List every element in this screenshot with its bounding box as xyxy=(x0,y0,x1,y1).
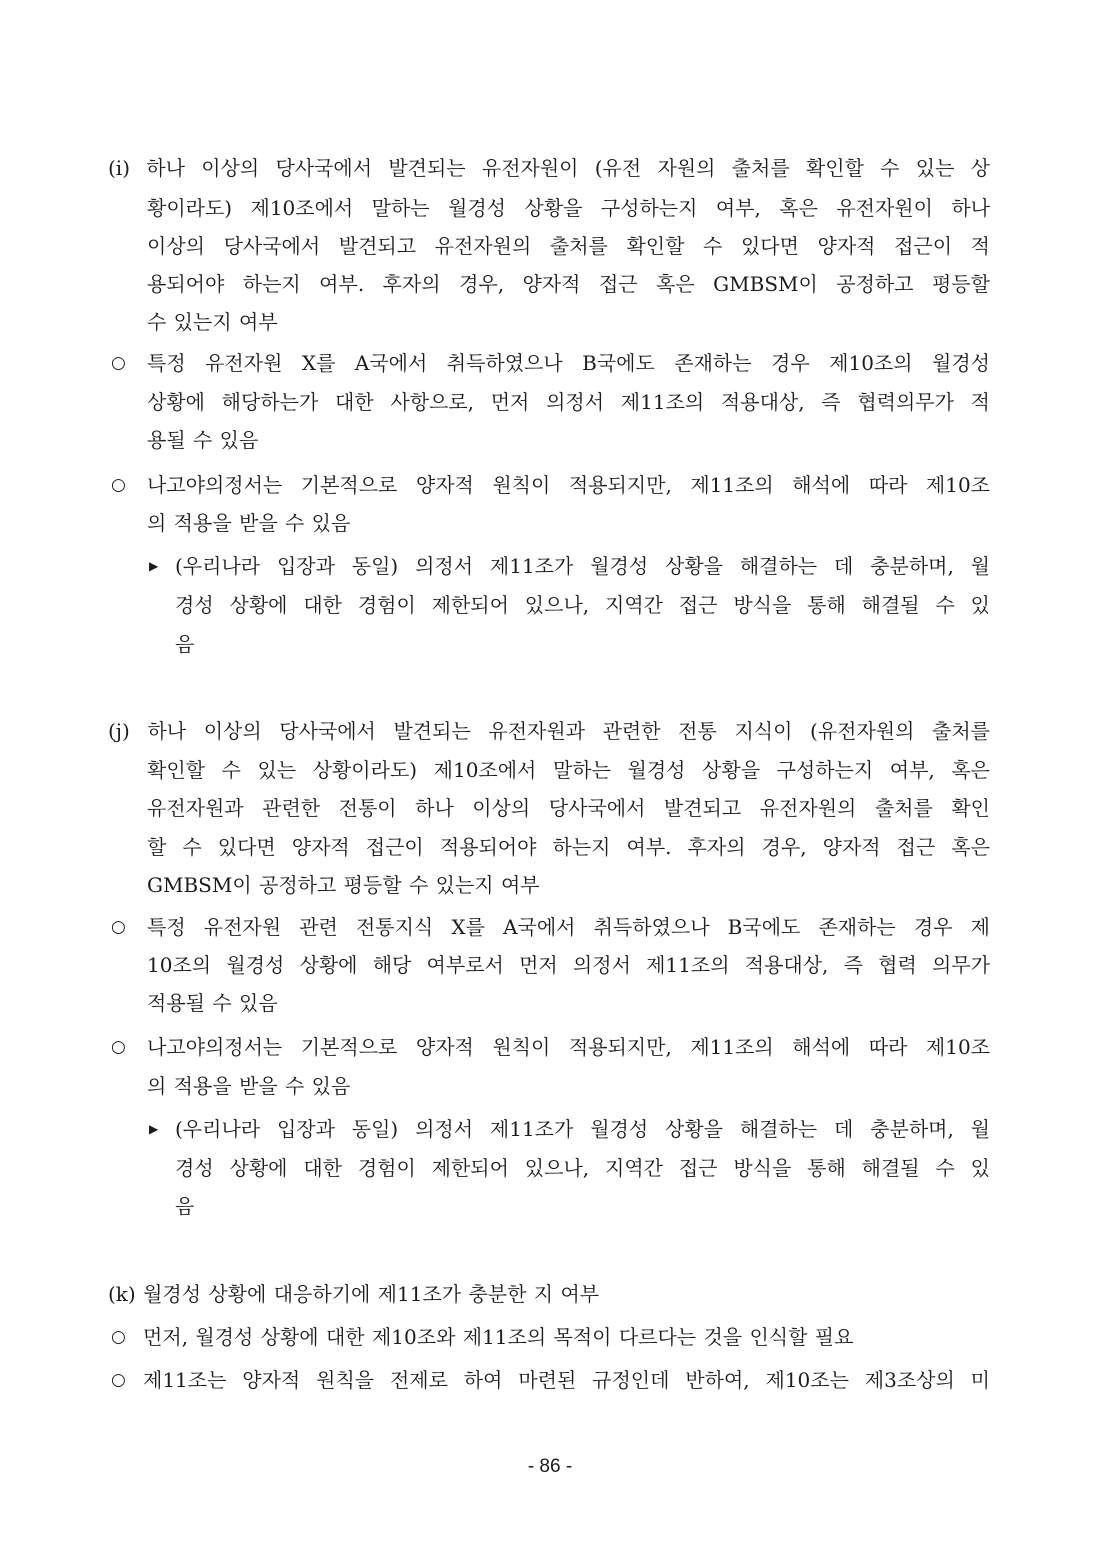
bullet-circle-icon: ○ xyxy=(111,1370,126,1390)
section-j-line: 확인할 수 있는 상황이라도) 제10조에서 말하는 월경성 상황을 구성하는지 여부, 혹은 xyxy=(147,758,990,782)
bullet-line: 의 적용을 받을 수 있음 xyxy=(147,511,351,535)
section-j-line: 유전자원과 관련한 전통이 하나 이상의 당사국에서 발견되고 유전자원의 출처를 확인 xyxy=(147,796,990,820)
bullet-line: 나고야의정서는 기본적으로 양자적 원칙이 적용되지만, 제11조의 해석에 따라 제10조 xyxy=(147,473,990,497)
sub-bullet-line: 경성 상황에 대한 경험이 제한되어 있으나, 지역간 접근 방식을 통해 해결될 수 있 xyxy=(175,593,990,617)
bullet-line: 나고야의정서는 기본적으로 양자적 원칙이 적용되지만, 제11조의 해석에 따라 제10조 xyxy=(147,1035,990,1059)
sub-bullet-triangle-icon: ▶ xyxy=(149,559,159,573)
bullet-line: 적용될 수 있음 xyxy=(147,991,278,1015)
bullet-line: 특정 유전자원 관련 전통지식 X를 A국에서 취득하였으나 B국에도 존재하는 경우 제 xyxy=(147,915,990,939)
section-k-text: 월경성 상황에 대응하기에 제11조가 충분한 지 여부 xyxy=(143,1282,600,1306)
bullet-circle-icon: ○ xyxy=(111,917,126,937)
bullet-circle-icon: ○ xyxy=(111,1037,126,1057)
bullet-line: 특정 유전자원 X를 A국에서 취득하였으나 B국에도 존재하는 경우 제10조의 월경성 xyxy=(147,351,990,375)
bullet-line: 10조의 월경성 상황에 해당 여부로서 먼저 의정서 제11조의 적용대상, 즉 협력 의무가 xyxy=(147,953,990,977)
bullet-line: 제11조는 양자적 원칙을 전제로 하여 마련된 규정인데 반하여, 제10조는 제3조상의 미 xyxy=(143,1368,990,1392)
sub-bullet-line: 음 xyxy=(175,632,195,656)
section-k-marker: (k) xyxy=(108,1282,136,1306)
section-j-heading-line xyxy=(108,719,990,743)
bullet-line: 상황에 해당하는가 대한 사항으로, 먼저 의정서 제11조의 적용대상, 즉 협력의무가 적 xyxy=(147,390,990,414)
bullet-circle-icon: ○ xyxy=(111,475,126,495)
section-i-line: 수 있는지 여부 xyxy=(147,310,278,334)
sub-bullet-triangle-icon: ▶ xyxy=(149,1122,159,1136)
section-k-heading-line xyxy=(108,1282,990,1306)
page-number: - 86 - xyxy=(527,1456,573,1477)
section-j-line: 할 수 있다면 양자적 접근이 적용되어야 하는지 여부. 후자의 경우, 양자적 접근 혹은 xyxy=(147,835,990,859)
bullet-circle-icon: ○ xyxy=(111,353,126,373)
section-i-line: 황이라도) 제10조에서 말하는 월경성 상황을 구성하는지 여부, 혹은 유전자원이 하나 xyxy=(147,196,990,220)
section-i-marker: (i) xyxy=(108,156,131,180)
sub-bullet-line: (우리나라 입장과 동일) 의정서 제11조가 월경성 상황을 해결하는 데 충분하며, 월 xyxy=(175,1117,990,1141)
bullet-circle-icon: ○ xyxy=(111,1327,126,1347)
section-i-text: 하나 이상의 당사국에서 발견되는 유전자원이 (유전 자원의 출처를 확인할 수 있는 상 xyxy=(146,156,990,180)
sub-bullet-line: (우리나라 입장과 동일) 의정서 제11조가 월경성 상황을 해결하는 데 충분하며, 월 xyxy=(175,554,990,578)
section-j-text: 하나 이상의 당사국에서 발견되는 유전자원과 관련한 전통 지식이 (유전자원의 출처를 xyxy=(147,719,991,743)
section-i-heading-line xyxy=(108,156,990,180)
section-i-line: 이상의 당사국에서 발견되고 유전자원의 출처를 확인할 수 있다면 양자적 접근이 적 xyxy=(147,234,990,258)
section-i-line: 용되어야 하는지 여부. 후자의 경우, 양자적 접근 혹은 GMBSM이 공정하고 평등할 xyxy=(147,272,990,296)
sub-bullet-line: 경성 상황에 대한 경험이 제한되어 있으나, 지역간 접근 방식을 통해 해결될 수 있 xyxy=(175,1156,990,1180)
section-j-marker: (j) xyxy=(108,719,130,743)
bullet-line: 용될 수 있음 xyxy=(147,428,259,452)
sub-bullet-line: 음 xyxy=(175,1194,195,1218)
section-j-line: GMBSM이 공정하고 평등할 수 있는지 여부 xyxy=(147,873,540,897)
bullet-line: 먼저, 월경성 상황에 대한 제10조와 제11조의 목적이 다르다는 것을 인식할 필요 xyxy=(143,1325,854,1349)
bullet-line: 의 적용을 받을 수 있음 xyxy=(147,1074,351,1098)
